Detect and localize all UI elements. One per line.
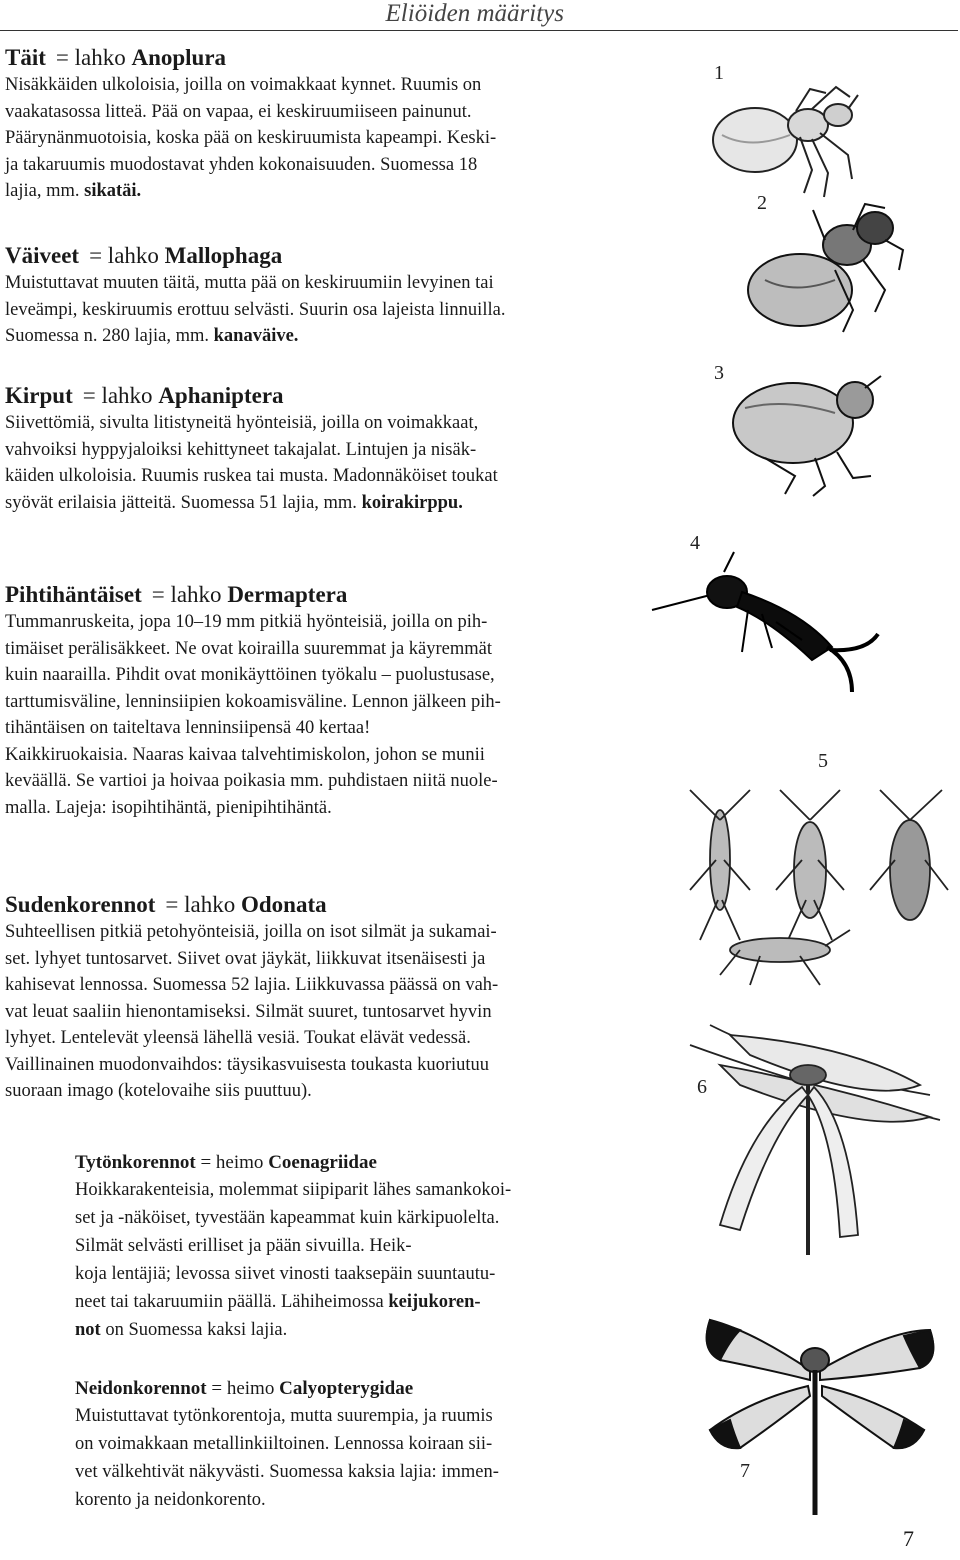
figure-number-4: 4 [690,532,700,554]
section-text [5,609,655,821]
rank-label: = lahko [82,383,153,408]
text-line: on voimakkaan metallinkiiltoinen. Lennossa koiraan sii- [75,1434,493,1454]
example-species: koirakirppu. [361,492,463,513]
text-line: Päärynänmuotoisia, koska pää on keskiruumista kapeampi. Keski- [5,128,497,148]
figure-number-7: 7 [740,1460,750,1482]
section-sudenkorennot [5,891,655,1105]
section-text [5,72,655,205]
group-name: Kirput [5,383,73,408]
flea-illustration [725,368,885,498]
text-line-start: Suomessa n. 280 lajia, mm. [5,326,214,346]
section-heading [5,242,655,270]
banded-demoiselle-illustration [690,1310,950,1520]
text-line: kahisevat lennossa. Suomessa 52 lajia. Liikkuvassa päässä on vah- [5,975,499,995]
subsection-neidonkorennot [75,1375,635,1514]
rank-label: = heimo [211,1378,275,1399]
text-line: Silmät selvästi erilliset ja pään sivuilla. Heik- [75,1236,412,1256]
text-line: käiden ulkoloisia. Ruumis ruskea tai musta. Madonnäköiset toukat [5,466,498,486]
rank-label: = lahko [55,45,126,70]
figure-number-3: 3 [714,362,724,384]
section-heading [5,581,655,609]
text-line: set ja -näköiset, tyvestään kapeammat kuin kärkipuolelta. [75,1208,500,1228]
section-pihtihantaiset [5,581,655,821]
family-name: Calyopterygidae [279,1378,414,1399]
section-text [5,410,655,516]
text-line: tihäntäisen on taiteltava lenninsiipensä 40 kertaa! [5,718,371,738]
order-name: Mallophaga [164,243,283,268]
figure-number-5: 5 [818,750,828,772]
section-heading [5,891,655,919]
text-line: Suhteellisen pitkiä petohyönteisiä, joilla on isot silmät ja sukamai- [5,922,497,942]
louse-illustration [700,75,860,205]
text-line: tarttumisväline, lenninsiipien kokoamisväline. Lennon jälkeen pih- [5,691,501,712]
subsection-tytonkorennot [75,1149,635,1344]
text-line [5,490,655,517]
subsection-heading [75,1375,635,1402]
text-line: Hoikkarakenteisia, molemmat siipiparit lähes samankokoi- [75,1180,512,1200]
text-line: korento ja neidonkorento. [75,1490,266,1510]
text-line: koja lentäjiä; levossa siivet vinosti taaksepäin suuntautu- [75,1264,496,1284]
text-line: Muistuttavat muuten täitä, mutta pää on keskiruumiin levyinen tai [5,273,494,293]
section-vaiveet [5,242,655,350]
text-line: keväällä. Se vartioi ja hoivaa poikasia mm. puhdistaen niitä nuole- [5,771,498,791]
text-line: kuin naarailla. Pihdit ovat monikäyttöinen työkalu – puolustusase, [5,665,495,685]
page-number: 7 [903,1526,914,1551]
dragonfly-nymphs-illustration [680,780,950,990]
related-family: keijukoren- [388,1292,481,1312]
text-line: set. lyhyet tuntosarvet. Siivet ovat jäykät, liikkuvat itsenäisesti ja [5,948,486,969]
text-line-start: syövät erilaisia jätteitä. Suomessa 51 lajia, mm. [5,492,362,513]
text-line-start: neet tai takaruumiin päällä. Lähiheimossa [75,1292,389,1312]
text-line: vahvoiksi hyppyjaloiksi kehittyneet takajalat. Lintujen ja nisäk- [5,439,477,460]
section-kirput [5,382,655,516]
figure-number-6: 6 [697,1076,707,1098]
text-line: malla. Lajeja: isopihtihäntä, pienipihtihäntä. [5,797,332,818]
section-text [5,270,655,350]
text-line: Siivettömiä, sivulta litistyneitä hyönteisiä, joilla on voimakkaat, [5,413,479,433]
order-name: Dermaptera [227,582,348,607]
text-line: Vaillinainen muodonvaihdos: täysikasvuisesta toukasta kuoriutuu [5,1054,490,1075]
text-line [75,1316,635,1344]
text-line [75,1288,635,1316]
earwig-illustration [652,552,882,702]
text-line-start: lajia, mm. [5,181,85,201]
group-name: Täit [5,45,46,70]
text-line: vet välkehtivät näkyvästi. Suomessa kaksia lajia: immen- [75,1462,499,1482]
group-name: Sudenkorennot [5,892,156,917]
rank-label: = heimo [200,1152,264,1173]
page-header-title: Eliöiden määritys [385,0,564,27]
text-line: leveämpi, keskiruumis erottuu selvästi. Suurin osa lajeista linnuilla. [5,299,506,320]
rank-label: = lahko [151,582,222,607]
example-species: kanaväive. [213,326,299,346]
text-line: Muistuttavat tytönkorentoja, mutta suurempia, ja ruumis [75,1406,493,1426]
section-heading [5,382,655,410]
example-species: sikatäi. [84,181,142,201]
group-name: Väiveet [5,243,80,268]
section-taita [5,44,655,205]
group-name: Neidonkorennot [75,1378,207,1399]
subsection-text [75,1402,635,1514]
text-line: Kaikkiruokaisia. Naaras kaivaa talvehtimiskolon, johon se munii [5,744,485,765]
group-name: Pihtihäntäiset [5,582,142,607]
text-line: lyhyet. Lentelevät yleensä lähellä vesiä. Toukat elävät vedessä. [5,1028,471,1048]
group-name: Tytönkorennot [75,1152,196,1173]
text-line: suoraan imago (kotelovaihe siis puuttuu). [5,1081,312,1101]
text-line: Nisäkkäiden ulkoloisia, joilla on voimakkaat kynnet. Ruumis on [5,75,482,95]
section-heading [5,44,655,72]
rank-label: = lahko [89,243,159,268]
text-line-rest: on Suomessa kaksi lajia. [100,1320,288,1340]
subsection-heading [75,1149,635,1176]
header-rule [0,30,958,31]
order-name: Odonata [241,892,327,917]
text-line: vat leuat saaliin hienontamiseksi. Silmät suuret, tuntosarvet hyvin [5,1001,492,1022]
figure-number-1: 1 [714,62,724,84]
related-family-end: not [75,1320,101,1340]
chewing-louse-illustration [735,200,905,360]
text-line [5,323,655,350]
text-line: vaakatasossa litteä. Pää on vapaa, ei keskiruumiiseen painunut. [5,101,472,122]
family-name: Coenagriidae [268,1152,377,1173]
text-line [5,178,655,205]
text-line: ja takaruumis muodostavat yhden kokonaisuuden. Suomessa 18 [5,154,478,175]
text-line: timäiset perälisäkkeet. Ne ovat koirailla suuremmat ja käyremmät [5,638,492,659]
damselfly-illustration [690,1005,950,1265]
section-text [5,919,655,1105]
subsection-text [75,1176,635,1344]
text-line: Tummanruskeita, jopa 10–19 mm pitkiä hyönteisiä, joilla on pih- [5,612,488,632]
figure-number-2: 2 [757,192,767,214]
rank-label: = lahko [165,892,236,917]
order-name: Anoplura [131,45,227,70]
order-name: Aphaniptera [158,383,284,408]
